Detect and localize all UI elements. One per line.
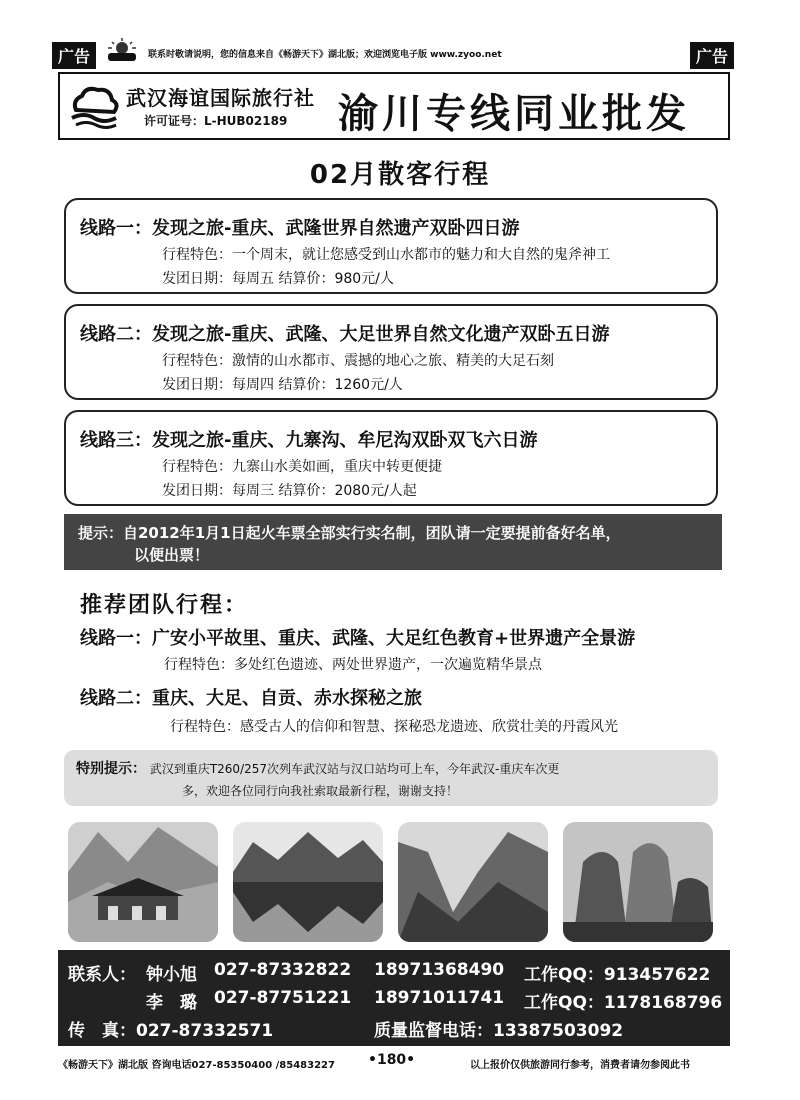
contact-block (58, 950, 730, 1046)
contact-phone: 027-87332822 (214, 960, 352, 980)
tip-label: 特别提示： (76, 761, 146, 777)
group-route-title: 线路二：重庆、大足、自贡、赤水探秘之旅 (80, 688, 422, 709)
contact-mobile: 18971368490 (374, 960, 505, 980)
contact-mobile: 18971011741 (374, 988, 505, 1008)
route-title: 线路三：发现之旅-重庆、九寨沟、牟尼沟双卧双飞六日游 (80, 430, 538, 451)
agency-name: 武汉海谊国际旅行社 (126, 86, 315, 110)
notice-bar (64, 514, 722, 570)
photo-ancient-building (68, 822, 218, 942)
footer-left: 《畅游天下》湖北版 咨询电话027-85350400 /85483227 (58, 1060, 335, 1071)
group-route-feature: 行程特色：感受古人的信仰和智慧、探秘恐龙遗迹、欣赏壮美的丹霞风光 (170, 719, 618, 735)
tip-line-2: 多，欢迎各位同行向我社索取最新行程，谢谢支持！ (182, 784, 459, 798)
route-schedule: 发团日期：每周四 结算价：1260元/人 (162, 377, 403, 393)
section-title: 02月散客行程 (309, 160, 491, 190)
route-box-2 (64, 304, 718, 400)
contact-label: 联系人： (68, 965, 136, 985)
route-title: 线路二：发现之旅-重庆、武隆、大足世界自然文化遗产双卧五日游 (80, 324, 610, 345)
notice-line-2: 以便出票！ (134, 546, 210, 564)
headline: 渝川专线同业批发 (338, 91, 690, 137)
top-note: 联系时敬请说明，您的信息来自《畅游天下》湖北版；欢迎浏览电子版 www.zyoo.net (148, 50, 502, 60)
route-box-1 (64, 198, 718, 294)
contact-qq: 工作QQ：913457622 (524, 965, 711, 985)
group-route-feature: 行程特色：多处红色遗迹、两处世界遗产，一次遍览精华景点 (164, 657, 542, 673)
group-route-title: 线路一：广安小平故里、重庆、武隆、大足红色教育+世界遗产全景游 (80, 628, 636, 649)
contact-name: 李 璐 (146, 993, 197, 1013)
contact-phone: 027-87751221 (214, 988, 352, 1008)
route-title: 线路一：发现之旅-重庆、武隆世界自然遗产双卧四日游 (80, 218, 520, 239)
group-section-title: 推荐团队行程： (80, 593, 249, 618)
footer-right: 以上报价仅供旅游同行参考，消费者请勿参阅此书 (470, 1060, 690, 1071)
contact-name: 钟小旭 (146, 965, 197, 985)
magazine-logo-icon (104, 38, 140, 62)
route-feature: 行程特色：九寨山水美如画，重庆中转更便捷 (162, 459, 442, 475)
route-schedule: 发团日期：每周五 结算价：980元/人 (162, 271, 394, 287)
special-tip-box (64, 750, 718, 806)
license-number: 许可证号：L-HUB02189 (144, 114, 288, 128)
contact-qq: 工作QQ：1178168796 (524, 993, 723, 1013)
route-feature: 行程特色：一个周末，就让您感受到山水都市的魅力和大自然的鬼斧神工 (162, 247, 610, 263)
notice-line-1: 提示：自2012年1月1日起火车票全部实行实名制，团队请一定要提前备好名单， (78, 524, 621, 542)
photo-lake-reflection (233, 822, 383, 942)
tip-line-1: 武汉到重庆T260/257次列车武汉站与汉口站均可上车，今年武汉-重庆车次更 (149, 762, 560, 776)
ad-label-left: 广告 (52, 42, 96, 69)
contact-fax: 传 真：027-87332571 (68, 1021, 274, 1041)
route-box-3 (64, 410, 718, 506)
agency-header (58, 72, 730, 140)
cloud-logo-icon (68, 82, 120, 130)
route-schedule: 发团日期：每周三 结算价：2080元/人起 (162, 483, 417, 499)
route-feature: 行程特色：激情的山水都市、震撼的地心之旅、精美的大足石刻 (162, 353, 554, 369)
photo-valley (398, 822, 548, 942)
contact-supervise-phone: 质量监督电话：13387503092 (374, 1021, 624, 1041)
ad-label-right: 广告 (690, 42, 734, 69)
photo-danxia-rocks (563, 822, 713, 942)
page-number: •180• (368, 1052, 416, 1068)
